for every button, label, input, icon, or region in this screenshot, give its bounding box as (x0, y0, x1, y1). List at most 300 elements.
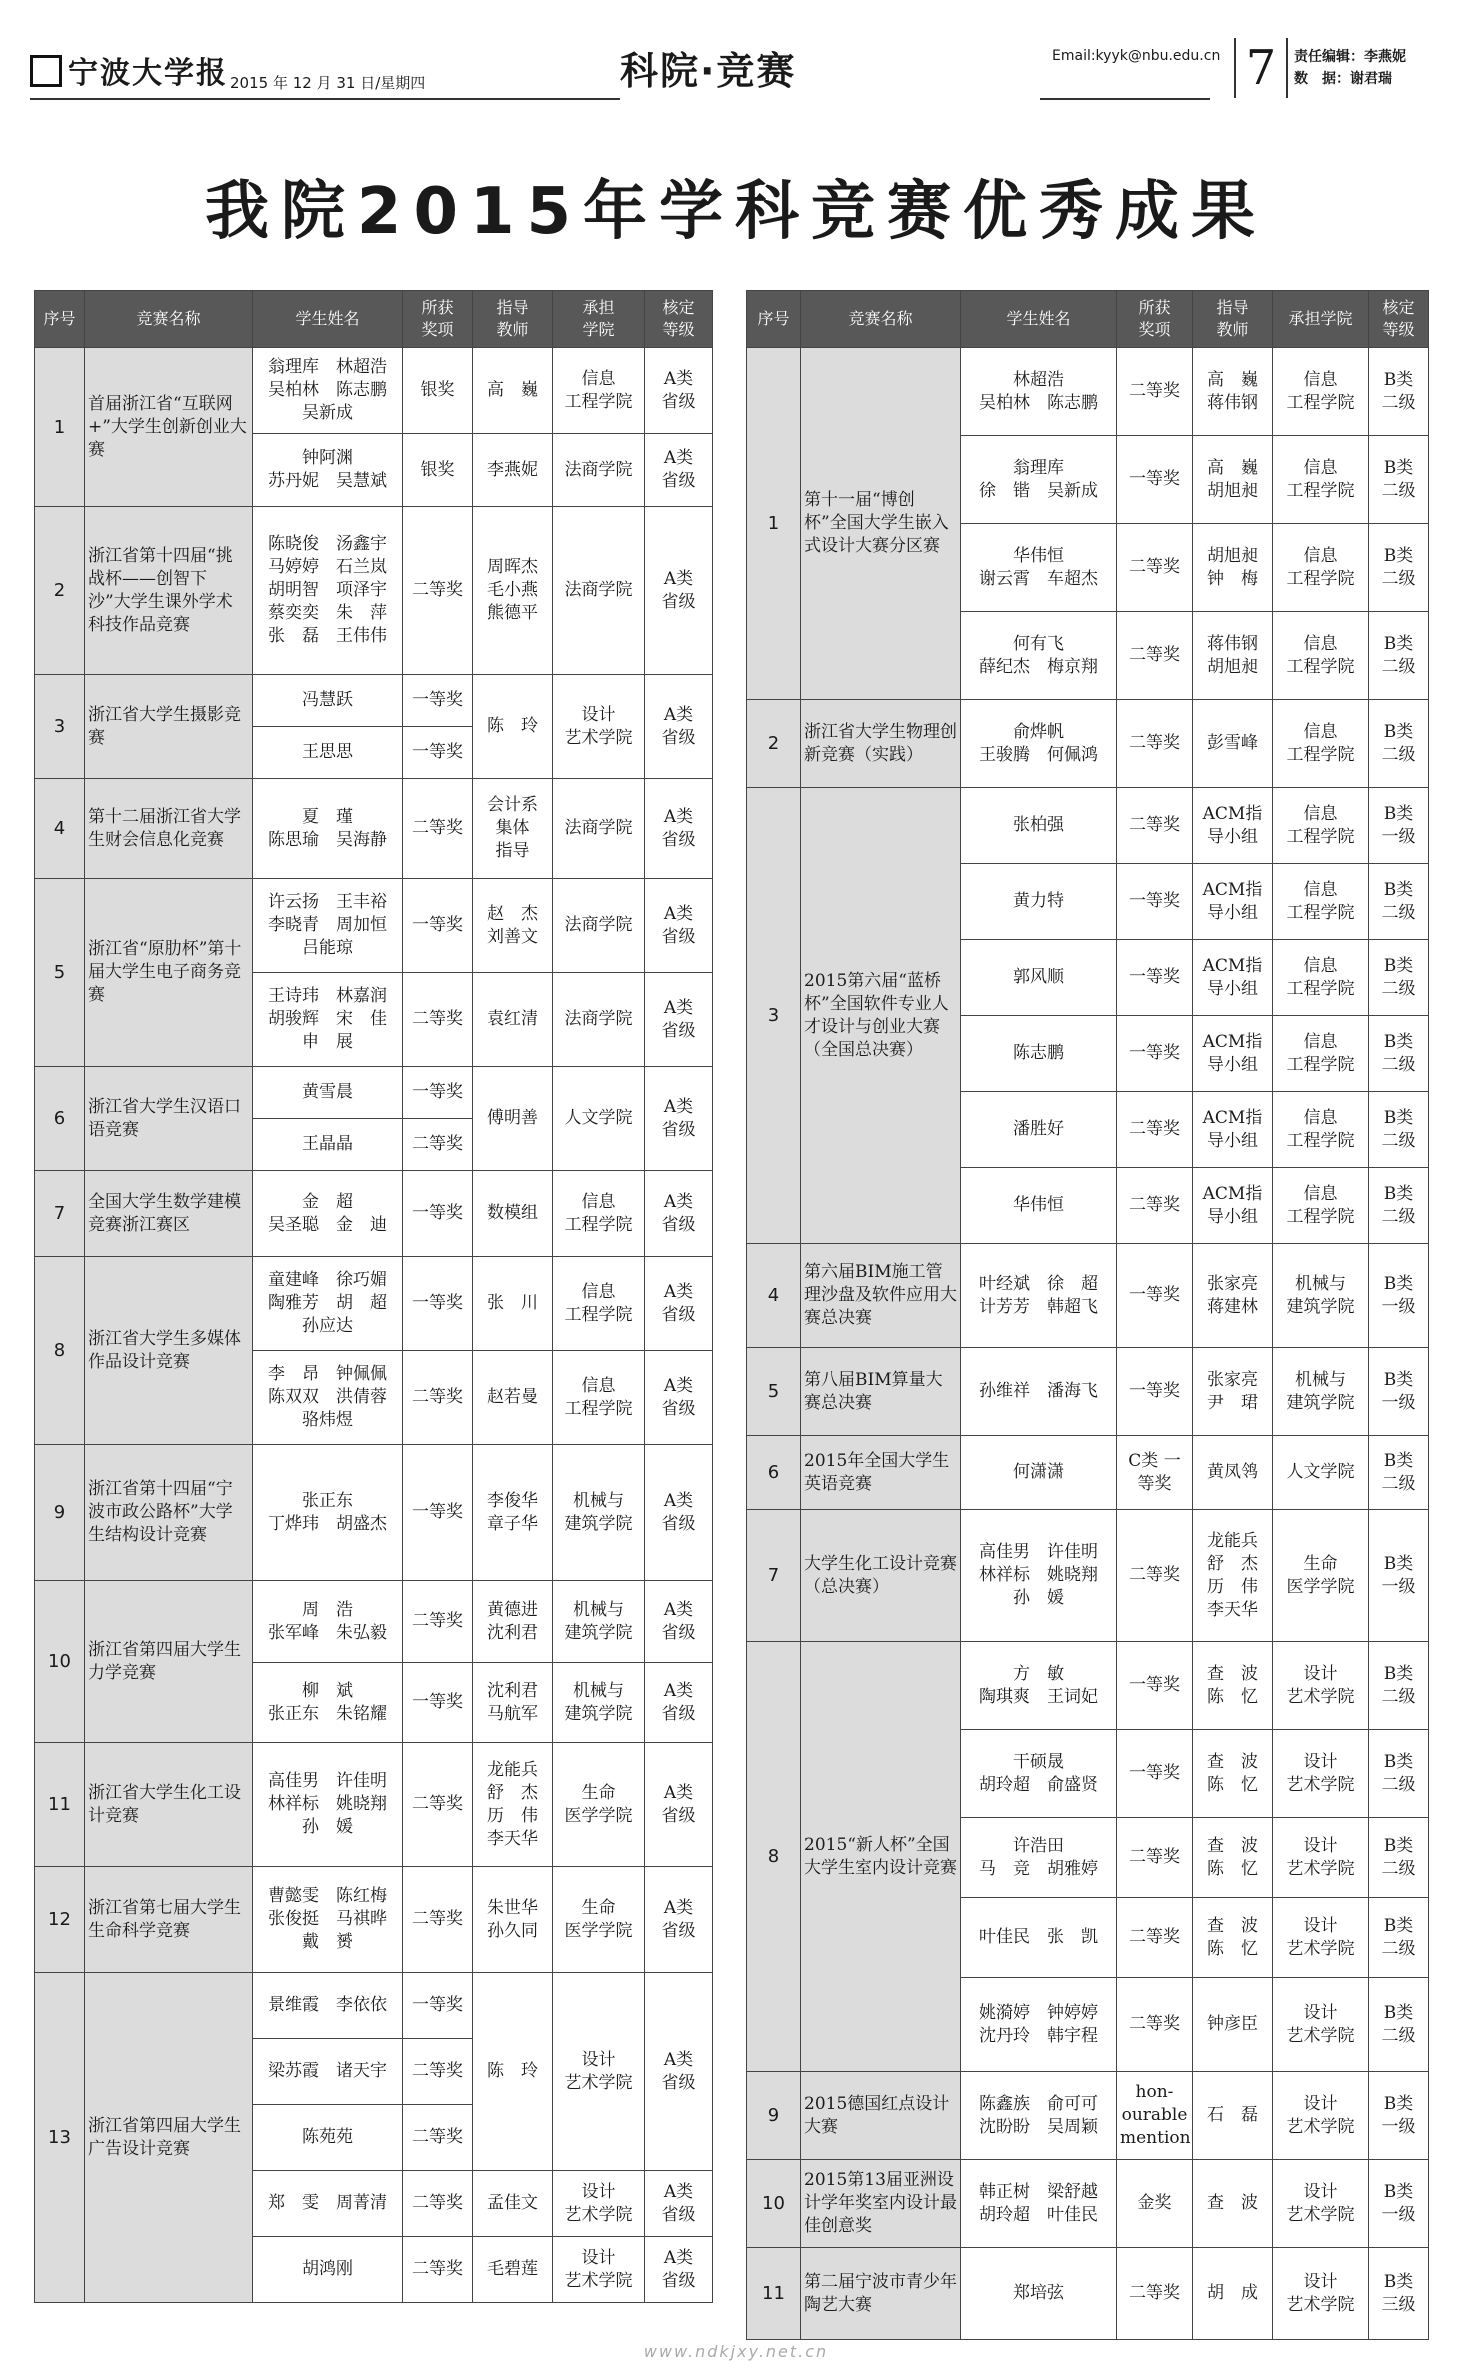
school-cell: 人文学院 (1273, 1436, 1369, 1510)
table-row (747, 1642, 1429, 1730)
table-row (35, 1445, 713, 1581)
student-names: 华伟恒 (961, 1168, 1117, 1244)
header-rule-right (1040, 98, 1210, 100)
level-cell: B类 二级 (1369, 1818, 1429, 1898)
table-header-row (35, 291, 713, 348)
award-cell: 一等奖 (403, 1171, 473, 1257)
column-header: 指导 教师 (473, 291, 553, 348)
competition-name: 浙江省“原肋杯”第十届大学生电子商务竞赛 (85, 879, 253, 1067)
student-names: 陈鑫族 俞可可 沈盼盼 吴周颖 (961, 2072, 1117, 2160)
competition-name: 第十二届浙江省大学生财会信息化竞赛 (85, 779, 253, 879)
row-number: 9 (35, 1445, 85, 1581)
row-number: 7 (35, 1171, 85, 1257)
student-names: 陈苑苑 (253, 2105, 403, 2171)
student-names: 叶经斌 徐 超 计芳芳 韩超飞 (961, 1244, 1117, 1348)
student-names: 俞烨帆 王骏腾 何佩鸿 (961, 700, 1117, 788)
student-names: 张正东 丁烨玮 胡盛杰 (253, 1445, 403, 1581)
level-cell: B类 二级 (1369, 524, 1429, 612)
competition-name: 第六届BIM施工管理沙盘及软件应用大赛总决赛 (801, 1244, 961, 1348)
student-names: 王晶晶 (253, 1119, 403, 1171)
advisor-cell: 周晖杰 毛小燕 熊德平 (473, 507, 553, 675)
advisor-cell: ACM指 导小组 (1193, 864, 1273, 940)
level-cell: A类 省级 (645, 1973, 713, 2171)
student-names: 张柏强 (961, 788, 1117, 864)
student-names: 姚漪婷 钟婷婷 沈丹玲 韩宇程 (961, 1978, 1117, 2072)
advisor-cell: 张家亮 蒋建林 (1193, 1244, 1273, 1348)
editor-credits (1294, 46, 1406, 90)
school-cell: 信息 工程学院 (1273, 348, 1369, 436)
school-cell: 设计 艺术学院 (1273, 1898, 1369, 1978)
award-cell: 二等奖 (403, 1581, 473, 1663)
competition-name: 第二届宁波市青少年陶艺大赛 (801, 2248, 961, 2340)
row-number: 4 (747, 1244, 801, 1348)
award-cell: 二等奖 (403, 779, 473, 879)
level-cell: B类 二级 (1369, 1168, 1429, 1244)
row-number: 1 (747, 348, 801, 700)
level-cell: B类 二级 (1369, 1898, 1429, 1978)
level-cell: B类 二级 (1369, 436, 1429, 524)
award-cell: 二等奖 (1117, 1168, 1193, 1244)
advisor-cell: 黄凤鸰 (1193, 1436, 1273, 1510)
award-cell: 一等奖 (1117, 1642, 1193, 1730)
award-cell: 一等奖 (1117, 1016, 1193, 1092)
table-header-row (747, 291, 1429, 348)
competition-name: 2015第六届“蓝桥杯”全国软件专业人才设计与创业大赛（全国总决赛） (801, 788, 961, 1244)
award-cell: 一等奖 (403, 727, 473, 779)
school-cell: 设计 艺术学院 (1273, 1978, 1369, 2072)
table-row (35, 348, 713, 434)
column-header: 学生姓名 (961, 291, 1117, 348)
table-row (35, 1581, 713, 1663)
table-row (747, 2072, 1429, 2160)
column-header: 指导 教师 (1193, 291, 1273, 348)
table-row (747, 2160, 1429, 2248)
level-cell: B类 一级 (1369, 2072, 1429, 2160)
column-header: 核定 等级 (1369, 291, 1429, 348)
award-cell: 二等奖 (1117, 1818, 1193, 1898)
level-cell: B类 二级 (1369, 1092, 1429, 1168)
level-cell: A类 省级 (645, 1445, 713, 1581)
award-cell: 二等奖 (1117, 1510, 1193, 1642)
advisor-cell: 毛碧莲 (473, 2237, 553, 2303)
award-cell: 一等奖 (1117, 1348, 1193, 1436)
school-cell: 信息 工程学院 (1273, 436, 1369, 524)
level-cell: B类 二级 (1369, 1436, 1429, 1510)
newspaper-name: 宁波大学报 (30, 48, 228, 92)
award-cell: 二等奖 (1117, 612, 1193, 700)
advisor-cell: 李俊华 章子华 (473, 1445, 553, 1581)
competition-name: 浙江省第十四届“挑战杯——创智下沙”大学生课外学术科技作品竞赛 (85, 507, 253, 675)
student-names: 钟阿渊 苏丹妮 吴慧斌 (253, 434, 403, 507)
student-names: 童建峰 徐巧媚 陶雅芳 胡 超 孙应达 (253, 1257, 403, 1351)
level-cell: B类 二级 (1369, 1016, 1429, 1092)
award-cell: 二等奖 (1117, 700, 1193, 788)
student-names: 孙维祥 潘海飞 (961, 1348, 1117, 1436)
row-number: 8 (35, 1257, 85, 1445)
advisor-cell: ACM指 导小组 (1193, 1016, 1273, 1092)
school-cell: 机械与 建筑学院 (553, 1581, 645, 1663)
table-row (747, 1510, 1429, 1642)
advisor-cell: 张家亮 尹 珺 (1193, 1348, 1273, 1436)
school-cell: 信息 工程学院 (1273, 864, 1369, 940)
student-names: 胡鸿刚 (253, 2237, 403, 2303)
competition-name: 浙江省大学生汉语口语竞赛 (85, 1067, 253, 1171)
column-header: 所获 奖项 (403, 291, 473, 348)
advisor-cell: ACM指 导小组 (1193, 1092, 1273, 1168)
award-cell: 二等奖 (403, 2105, 473, 2171)
newspaper-logo-icon (30, 55, 62, 87)
school-cell: 生命 医学学院 (553, 1867, 645, 1973)
column-header: 竞赛名称 (85, 291, 253, 348)
award-cell: 一等奖 (1117, 436, 1193, 524)
page-number: 7 (1234, 38, 1288, 98)
level-cell: A类 省级 (645, 973, 713, 1067)
competition-name: 浙江省第四届大学生广告设计竞赛 (85, 1973, 253, 2303)
school-cell: 信息 工程学院 (1273, 1092, 1369, 1168)
row-number: 11 (747, 2248, 801, 2340)
award-cell: 金奖 (1117, 2160, 1193, 2248)
level-cell: A类 省级 (645, 1743, 713, 1867)
column-header: 承担 学院 (553, 291, 645, 348)
school-cell: 信息 工程学院 (1273, 612, 1369, 700)
competition-name: 浙江省大学生化工设计竞赛 (85, 1743, 253, 1867)
level-cell: B类 一级 (1369, 1348, 1429, 1436)
competition-name: 浙江省第七届大学生生命科学竞赛 (85, 1867, 253, 1973)
level-cell: A类 省级 (645, 779, 713, 879)
school-cell: 信息 工程学院 (1273, 1168, 1369, 1244)
award-cell: 一等奖 (403, 879, 473, 973)
advisor-cell: 孟佳文 (473, 2171, 553, 2237)
advisor-cell: 胡旭昶 钟 梅 (1193, 524, 1273, 612)
advisor-cell: 彭雪峰 (1193, 700, 1273, 788)
table-row (747, 2248, 1429, 2340)
row-number: 10 (747, 2160, 801, 2248)
competition-name: 浙江省第四届大学生力学竞赛 (85, 1581, 253, 1743)
award-cell: 一等奖 (1117, 1244, 1193, 1348)
advisor-cell: 查 波 (1193, 2160, 1273, 2248)
student-names: 叶佳民 张 凯 (961, 1898, 1117, 1978)
award-cell: 一等奖 (403, 675, 473, 727)
school-cell: 机械与 建筑学院 (1273, 1244, 1369, 1348)
footer-watermark: www.ndkjxy.net.cn (643, 2342, 829, 2361)
competition-name: 2015年全国大学生英语竞赛 (801, 1436, 961, 1510)
school-cell: 设计 艺术学院 (1273, 2248, 1369, 2340)
award-cell: 一等奖 (1117, 1730, 1193, 1818)
award-cell: 银奖 (403, 434, 473, 507)
level-cell: A类 省级 (645, 2171, 713, 2237)
competition-name: 浙江省大学生物理创新竞赛（实践） (801, 700, 961, 788)
student-names: 郭风顺 (961, 940, 1117, 1016)
table-row (747, 1348, 1429, 1436)
school-cell: 设计 艺术学院 (1273, 1642, 1369, 1730)
column-header: 所获 奖项 (1117, 291, 1193, 348)
level-cell: B类 二级 (1369, 1730, 1429, 1818)
level-cell: A类 省级 (645, 1663, 713, 1743)
level-cell: B类 一级 (1369, 788, 1429, 864)
level-cell: A类 省级 (645, 1867, 713, 1973)
school-cell: 信息 工程学院 (1273, 524, 1369, 612)
row-number: 7 (747, 1510, 801, 1642)
advisor-cell: 黄德进 沈利君 (473, 1581, 553, 1663)
student-names: 华伟恒 谢云霄 车超杰 (961, 524, 1117, 612)
advisor-cell: 陈 玲 (473, 675, 553, 779)
student-names: 何有飞 薛纪杰 梅京翔 (961, 612, 1117, 700)
table-row (35, 1867, 713, 1973)
award-cell: 二等奖 (403, 507, 473, 675)
award-cell: 二等奖 (1117, 524, 1193, 612)
school-cell: 信息 工程学院 (553, 1171, 645, 1257)
student-names: 曹懿雯 陈红梅 张俊挺 马祺晔 戴 赟 (253, 1867, 403, 1973)
advisor-cell: ACM指 导小组 (1193, 1168, 1273, 1244)
school-cell: 机械与 建筑学院 (1273, 1348, 1369, 1436)
advisor-cell: 钟彦臣 (1193, 1978, 1273, 2072)
advisor-cell: 龙能兵 舒 杰 历 伟 李天华 (1193, 1510, 1273, 1642)
advisor-cell: ACM指 导小组 (1193, 788, 1273, 864)
award-cell: 一等奖 (1117, 940, 1193, 1016)
advisor-cell: 数模组 (473, 1171, 553, 1257)
table-row (35, 1067, 713, 1119)
header-rule-left (30, 98, 620, 100)
award-cell: 二等奖 (403, 2171, 473, 2237)
award-cell: 一等奖 (403, 1663, 473, 1743)
award-cell: 二等奖 (1117, 1898, 1193, 1978)
school-cell: 法商学院 (553, 507, 645, 675)
advisor-cell: 赵 杰 刘善文 (473, 879, 553, 973)
advisor-cell: 陈 玲 (473, 1973, 553, 2171)
level-cell: A类 省级 (645, 879, 713, 973)
row-number: 6 (35, 1067, 85, 1171)
award-cell: C类 一等奖 (1117, 1436, 1193, 1510)
school-cell: 法商学院 (553, 973, 645, 1067)
right-results-table (746, 290, 1429, 2340)
award-cell: 二等奖 (403, 2237, 473, 2303)
level-cell: B类 二级 (1369, 612, 1429, 700)
table-row (35, 675, 713, 727)
student-names: 夏 瑾 陈思瑜 吴海静 (253, 779, 403, 879)
row-number: 2 (35, 507, 85, 675)
level-cell: B类 一级 (1369, 2160, 1429, 2248)
advisor-cell: 高 巍 胡旭昶 (1193, 436, 1273, 524)
level-cell: B类 二级 (1369, 348, 1429, 436)
row-number: 5 (747, 1348, 801, 1436)
masthead (30, 40, 1442, 102)
award-cell: 二等奖 (403, 2039, 473, 2105)
advisor-cell: 蒋伟钢 胡旭昶 (1193, 612, 1273, 700)
level-cell: A类 省级 (645, 434, 713, 507)
row-number: 6 (747, 1436, 801, 1510)
award-cell: hon- ourable mention (1117, 2072, 1193, 2160)
column-header: 承担学院 (1273, 291, 1369, 348)
school-cell: 信息 工程学院 (1273, 788, 1369, 864)
student-names: 郑培弦 (961, 2248, 1117, 2340)
student-names: 陈晓俊 汤鑫宇 马婷婷 石兰岚 胡明智 项泽宇 蔡奕奕 朱 萍 张 磊 王伟伟 (253, 507, 403, 675)
school-cell: 信息 工程学院 (1273, 1016, 1369, 1092)
advisor-cell: 龙能兵 舒 杰 历 伟 李天华 (473, 1743, 553, 1867)
table-row (35, 507, 713, 675)
school-cell: 信息 工程学院 (553, 348, 645, 434)
level-cell: B类 二级 (1369, 700, 1429, 788)
school-cell: 信息 工程学院 (1273, 700, 1369, 788)
award-cell: 二等奖 (403, 1119, 473, 1171)
level-cell: A类 省级 (645, 507, 713, 675)
student-names: 何潇潇 (961, 1436, 1117, 1510)
school-cell: 设计 艺术学院 (1273, 1818, 1369, 1898)
school-cell: 设计 艺术学院 (553, 2237, 645, 2303)
advisor-cell: 赵若曼 (473, 1351, 553, 1445)
row-number: 1 (35, 348, 85, 507)
competition-name: 全国大学生数学建模竞赛浙江赛区 (85, 1171, 253, 1257)
level-cell: B类 二级 (1369, 1642, 1429, 1730)
advisor-cell: 袁红清 (473, 973, 553, 1067)
student-names: 韩正树 梁舒越 胡玲超 叶佳民 (961, 2160, 1117, 2248)
level-cell: A类 省级 (645, 2237, 713, 2303)
school-cell: 设计 艺术学院 (553, 1973, 645, 2171)
advisor-cell: 查 波 陈 忆 (1193, 1818, 1273, 1898)
award-cell: 一等奖 (403, 1067, 473, 1119)
row-number: 3 (747, 788, 801, 1244)
table-row (747, 788, 1429, 864)
award-cell: 一等奖 (403, 1973, 473, 2039)
competition-name: 第八届BIM算量大赛总决赛 (801, 1348, 961, 1436)
student-names: 黄雪晨 (253, 1067, 403, 1119)
competition-name: 2015“新人杯”全国大学生室内设计竞赛 (801, 1642, 961, 2072)
student-names: 许浩田 马 竞 胡雅婷 (961, 1818, 1117, 1898)
table-row (747, 700, 1429, 788)
level-cell: A类 省级 (645, 675, 713, 779)
column-header: 序号 (35, 291, 85, 348)
issue-date: 2015 年 12 月 31 日/星期四 (230, 74, 426, 92)
student-names: 方 敏 陶琪爽 王词妃 (961, 1642, 1117, 1730)
advisor-cell: 沈利君 马航军 (473, 1663, 553, 1743)
advisor-cell: 查 波 陈 忆 (1193, 1730, 1273, 1818)
school-cell: 生命 医学学院 (553, 1743, 645, 1867)
advisor-cell: 石 磊 (1193, 2072, 1273, 2160)
advisor-cell: 会计系 集体 指导 (473, 779, 553, 879)
student-names: 冯慧跃 (253, 675, 403, 727)
table-row (35, 1973, 713, 2039)
section-title: 科院·竞赛 (620, 49, 797, 93)
level-cell: B类 一级 (1369, 1244, 1429, 1348)
award-cell: 一等奖 (1117, 864, 1193, 940)
competition-name: 2015德国红点设计大赛 (801, 2072, 961, 2160)
school-cell: 设计 艺术学院 (1273, 2160, 1369, 2248)
student-names: 黄力特 (961, 864, 1117, 940)
contact-email: Email:kyyk@nbu.edu.cn (1052, 48, 1221, 64)
award-cell: 银奖 (403, 348, 473, 434)
student-names: 金 超 吴圣聪 金 迪 (253, 1171, 403, 1257)
advisor-cell: 查 波 陈 忆 (1193, 1642, 1273, 1730)
table-row (747, 348, 1429, 436)
award-cell: 二等奖 (1117, 1092, 1193, 1168)
award-cell: 二等奖 (1117, 348, 1193, 436)
competition-name: 浙江省大学生摄影竞赛 (85, 675, 253, 779)
level-cell: A类 省级 (645, 1257, 713, 1351)
award-cell: 二等奖 (1117, 1978, 1193, 2072)
school-cell: 信息 工程学院 (1273, 940, 1369, 1016)
student-names: 干硕晟 胡玲超 俞盛贤 (961, 1730, 1117, 1818)
school-cell: 人文学院 (553, 1067, 645, 1171)
column-header: 学生姓名 (253, 291, 403, 348)
data-credit-line: 数 据：谢君瑞 (1294, 71, 1392, 87)
award-cell: 二等奖 (403, 1351, 473, 1445)
competition-name: 首届浙江省“互联网+”大学生创新创业大赛 (85, 348, 253, 507)
competition-name: 浙江省大学生多媒体作品设计竞赛 (85, 1257, 253, 1445)
advisor-cell: ACM指 导小组 (1193, 940, 1273, 1016)
award-cell: 一等奖 (403, 1257, 473, 1351)
student-names: 林超浩 吴柏林 陈志鹏 (961, 348, 1117, 436)
table-row (35, 779, 713, 879)
advisor-cell: 查 波 陈 忆 (1193, 1898, 1273, 1978)
table-row (747, 1436, 1429, 1510)
competition-name: 第十一届“博创杯”全国大学生嵌入式设计大赛分区赛 (801, 348, 961, 700)
school-cell: 生命 医学学院 (1273, 1510, 1369, 1642)
level-cell: A类 省级 (645, 1171, 713, 1257)
row-number: 13 (35, 1973, 85, 2303)
student-names: 高佳男 许佳明 林祥标 姚晓翔 孙 媛 (961, 1510, 1117, 1642)
column-header: 核定 等级 (645, 291, 713, 348)
row-number: 5 (35, 879, 85, 1067)
student-names: 景维霞 李依依 (253, 1973, 403, 2039)
school-cell: 信息 工程学院 (553, 1257, 645, 1351)
student-names: 李 昂 钟佩佩 陈双双 洪倩蓉 骆炜煜 (253, 1351, 403, 1445)
student-names: 周 浩 张军峰 朱弘毅 (253, 1581, 403, 1663)
student-names: 高佳男 许佳明 林祥标 姚晓翔 孙 媛 (253, 1743, 403, 1867)
table-row (35, 1743, 713, 1867)
student-names: 潘胜好 (961, 1092, 1117, 1168)
school-cell: 法商学院 (553, 879, 645, 973)
level-cell: A类 省级 (645, 1067, 713, 1171)
table-row (35, 1257, 713, 1351)
level-cell: A类 省级 (645, 1581, 713, 1663)
level-cell: B类 一级 (1369, 1510, 1429, 1642)
advisor-cell: 李燕妮 (473, 434, 553, 507)
row-number: 4 (35, 779, 85, 879)
student-names: 翁理库 徐 锴 吴新成 (961, 436, 1117, 524)
level-cell: B类 二级 (1369, 940, 1429, 1016)
student-names: 王诗玮 林嘉润 胡骏辉 宋 佳 申 展 (253, 973, 403, 1067)
award-cell: 一等奖 (403, 1445, 473, 1581)
level-cell: B类 三级 (1369, 2248, 1429, 2340)
student-names: 柳 斌 张正东 朱铭耀 (253, 1663, 403, 1743)
advisor-cell: 傅明善 (473, 1067, 553, 1171)
school-cell: 设计 艺术学院 (1273, 2072, 1369, 2160)
row-number: 10 (35, 1581, 85, 1743)
school-cell: 法商学院 (553, 434, 645, 507)
student-names: 王思思 (253, 727, 403, 779)
editor-line: 责任编辑：李燕妮 (1294, 49, 1406, 65)
advisor-cell: 张 川 (473, 1257, 553, 1351)
row-number: 11 (35, 1743, 85, 1867)
award-cell: 二等奖 (1117, 788, 1193, 864)
column-header: 序号 (747, 291, 801, 348)
level-cell: A类 省级 (645, 348, 713, 434)
school-cell: 设计 艺术学院 (553, 675, 645, 779)
competition-name: 2015第13届亚洲设计学年奖室内设计最佳创意奖 (801, 2160, 961, 2248)
award-cell: 二等奖 (403, 973, 473, 1067)
table-row (35, 879, 713, 973)
page-title: 我院2015年学科竞赛优秀成果 (204, 175, 1268, 249)
row-number: 12 (35, 1867, 85, 1973)
student-names: 梁苏霞 诸天宇 (253, 2039, 403, 2105)
award-cell: 二等奖 (403, 1867, 473, 1973)
advisor-cell: 朱世华 孙久同 (473, 1867, 553, 1973)
row-number: 8 (747, 1642, 801, 2072)
school-cell: 设计 艺术学院 (553, 2171, 645, 2237)
level-cell: A类 省级 (645, 1351, 713, 1445)
school-cell: 机械与 建筑学院 (553, 1445, 645, 1581)
student-names: 翁理库 林超浩 吴柏林 陈志鹏 吴新成 (253, 348, 403, 434)
level-cell: B类 二级 (1369, 864, 1429, 940)
